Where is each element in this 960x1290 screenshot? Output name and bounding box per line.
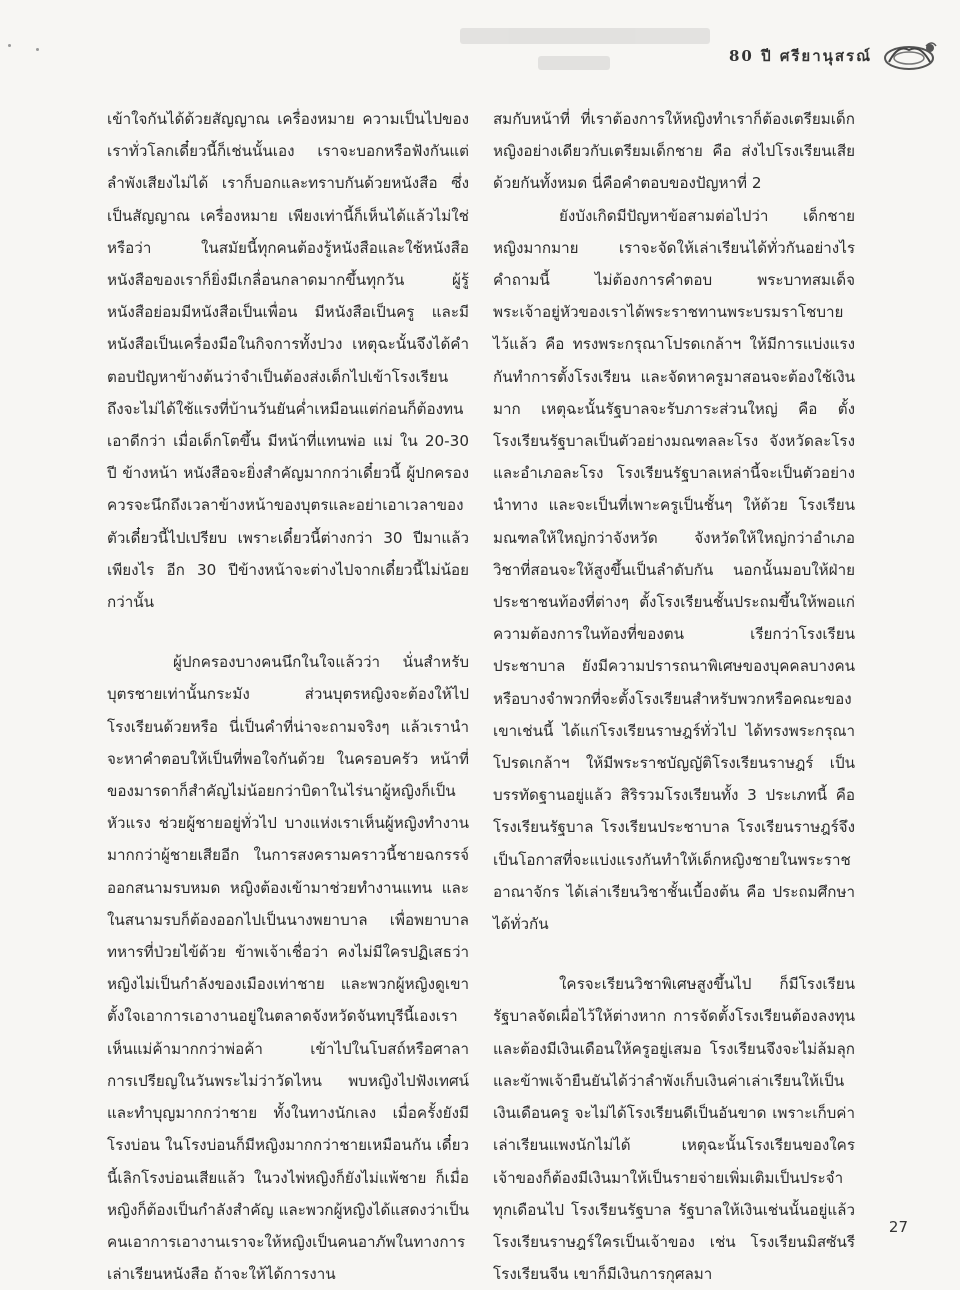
right-column (493, 103, 855, 1290)
page-number: 27 (888, 1218, 908, 1236)
paragraph: ยังบังเกิดมีปัญหาข้อสามต่อไปว่า เด็กชายหญิงมากมาย เราจะจัดให้เล่าเรียนได้ทั่วกันอย่างไร คำถามนี้ ไม่ต้องการคำตอบ พระบาทสมเด็จพระเจ้าอยู่หัวของเราได้พระราชทานพระบรมราโชบายไว้แล้ว คือ ทรงพระกรุณาโปรดเกล้าฯ ให้มีการแบ่งแรงกันทำการตั้งโรงเรียน และจัดหาครูมาสอนจะต้องใช้เงินมาก เหตุฉะนั้นรัฐบาลจะรับภาระส่วนใหญ่ คือ ตั้งโรงเรียนรัฐบาลเป็นตัวอย่างมณฑลละโรง จังหวัดละโรงและอำเภอละโรง โรงเรียนรัฐบาลเหล่านี้จะเป็นตัวอย่างนำทาง และจะเป็นที่เพาะครูเป็นชั้นๆ ให้ด้วย โรงเรียนมณฑลให้ใหญ่กว่าจังหวัด จังหวัดให้ใหญ่กว่าอำเภอ วิชาที่สอนจะให้สูงขึ้นเป็นลำดับกัน นอกนั้นมอบให้ฝ่ายประชาชนท้องที่ต่างๆ ตั้งโรงเรียนชั้นประถมขึ้นให้พอแก่ความต้องการในท้องที่ของตน เรียกว่าโรงเรียนประชาบาล ยังมีความปรารถนาพิเศษของบุคคลบางคนหรือบางจำพวกที่จะตั้งโรงเรียนสำหรับพวกหรือคณะของเขาเช่นนี้ ได้แก่โรงเรียนราษฎร์ทั่วไป ได้ทรงพระกรุณาโปรดเกล้าฯ ให้มีพระราชบัญญัติโรงเรียนราษฎร์ เป็นบรรทัดฐานอยู่แล้ว สิริรวมโรงเรียนทั้ง 3 ประเภทนี้ คือ โรงเรียนรัฐบาล โรงเรียนประชาบาล โรงเรียนราษฎร์จึงเป็นโอกาสที่จะแบ่งแรงกันทำให้เด็กหญิงชายในพระราชอาณาจักร ได้เล่าเรียนวิชาชั้นเบื้องต้น คือ ประถมศึกษาได้ทั่วกัน (493, 206, 855, 934)
bleed-through-line (460, 28, 710, 44)
page-header (729, 38, 938, 74)
bleed-through-line (538, 56, 610, 70)
bleed-through-text (460, 22, 720, 82)
paragraph: ผู้ปกครองบางคนนึกในใจแล้วว่า นั่นสำหรับบุตรชายเท่านั้นกระมัง ส่วนบุตรหญิงจะต้องให้ไปโรงเรียนด้วยหรือ นี่เป็นคำที่น่าจะถามจริงๆ แล้วเรานำจะหาคำตอบให้เป็นที่พอใจกันด้วย ในครอบครัว หน้าที่ของมารดาก็สำคัญไม่น้อยกว่าบิดาในไร่นาผู้หญิงก็เป็นหัวแรง ช่วยผู้ชายอยู่ทั่วไป บางแห่งเราเห็นผู้หญิงทำงานมากกว่าผู้ชายเสียอีก ในการสงครามคราวนี้ชายฉกรรจ์ออกสนามรบหมด หญิงต้องเข้ามาช่วยทำงานแทน และในสนามรบก็ต้องออกไปเป็นนางพยาบาล เพื่อพยาบาลทหารที่ป่วยไข้ด้วย ข้าพเจ้าเชื่อว่า คงไม่มีใครปฏิเสธว่าหญิงไม่เป็นกำลังของเมืองเท่าชาย และพวกผู้หญิงดูเขาตั้งใจเอาการเอางานอยู่ในตลาดจังหวัดจันทบุรีนี้เองเราเห็นแม่ค้ามากกว่าพ่อค้า เข้าไปในโบสถ์หรือศาลาการเปรียญในวันพระไม่ว่าวัดไหน พบหญิงไปฟังเทศน์และทำบุญมากกว่าชาย ทั้งในทางนักเลง เมื่อครั้งยังมีโรงบ่อน ในโรงบ่อนก็มีหญิงมากกว่าชายเหมือนกัน เดี๋ยวนี้เลิกโรงบ่อนเสียแล้ว ในวงไพ่หญิงก็ยังไม่แพ้ชาย ก็เมื่อหญิงก็ต้องเป็นกำลังสำคัญ และพวกผู้หญิงได้แสดงว่าเป็นคนเอาการเอางานเราจะให้หญิงเป็นคนอาภัพในทางการเล่าเรียนหนังสือ ถ้าจะให้ได้การงาน (107, 653, 469, 1284)
paragraph: ใครจะเรียนวิชาพิเศษสูงขึ้นไป ก็มีโรงเรียนรัฐบาลจัดเผื่อไว้ให้ต่างหาก การจัดตั้งโรงเรียนต้องลงทุนและต้องมีเงินเดือนให้ครูอยู่เสมอ โรงเรียนจึงจะไม่ล้มลุกและข้าพเจ้ายืนยันได้ว่าลำพังเก็บเงินค่าเล่าเรียนให้เป็นเงินเดือนครู จะไม่ได้โรงเรียนดีเป็นอันขาด เพราะเก็บค่าเล่าเรียนแพงนักไม่ได้ เหตุฉะนั้นโรงเรียนของใครเจ้าของก็ต้องมีเงินมาให้เป็นรายจ่ายเพิ่มเติมเป็นประจำทุกเดือนไป โรงเรียนรัฐบาล รัฐบาลให้เงินเช่นนั้นอยู่แล้ว โรงเรียนราษฎร์ใครเป็นเจ้าของ เช่น โรงเรียนมิสซันรี โรงเรียนจีน เขาก็มีเงินการกุศลมา (493, 975, 855, 1284)
paragraph: สมกับหน้าที่ ที่เราต้องการให้หญิงทำเราก็ต้องเตรียมเด็กหญิงอย่างเดียวกับเตรียมเด็กชาย คือ ส่งไปโรงเรียนเสียด้วยกันทั้งหมด นี่คือคำตอบของปัญหาที่ 2 (493, 110, 855, 193)
scan-speck (36, 48, 39, 51)
left-column (107, 103, 469, 1290)
scan-speck (8, 44, 11, 47)
anniversary-emblem-icon (880, 38, 938, 74)
paragraph: เข้าใจกันได้ด้วยสัญญาณ เครื่องหมาย ความเป็นไปของเราทั่วโลกเดี๋ยวนี้ก็เช่นนั้นเอง เราจะบอกหรือฟังกันแต่ลำพังเสียงไม่ได้ เราก็บอกและทราบกันด้วยหนังสือ ซึ่งเป็นสัญญาณ เครื่องหมาย เพียงเท่านี้ก็เห็นได้แล้วไม่ใช่หรือว่า ในสมัยนี้ทุกคนต้องรู้หนังสือและใช้หนังสือ หนังสือของเราก็ยิ่งมีเกลื่อนกลาดมากขึ้นทุกวัน ผู้รู้หนังสือย่อมมีหนังสือเป็นเพื่อน มีหนังสือเป็นครู และมีหนังสือเป็นเครื่องมือในกิจการทั้งปวง เหตุฉะนั้นจึงได้คำตอบปัญหาข้างต้นว่าจำเป็นต้องส่งเด็กไปเข้าโรงเรียน ถึงจะไม่ได้ใช้แรงที่บ้านวันยันค่ำเหมือนแต่ก่อนก็ต้องทนเอาดีกว่า เมื่อเด็กโตขึ้น มีหน้าที่แทนพ่อ แม่ ใน 20-30 ปี ข้างหน้า หนังสือจะยิ่งสำคัญมากกว่าเดี๋ยวนี้ ผู้ปกครองควรจะนึกถึงเวลาข้างหน้าของบุตรและอย่าเอาเวลาของตัวเดี๋ยวนี้ไปเปรียบ เพราะเดี๋ยวนี้ต่างกว่า 30 ปีมาแล้วเพียงไร อีก 30 ปีข้างหน้าจะต่างไปจากเดี๋ยวนี้ไม่น้อยกว่านั้น (107, 110, 469, 612)
publication-title: 80 ปี ศรียานุสรณ์ (728, 47, 872, 65)
